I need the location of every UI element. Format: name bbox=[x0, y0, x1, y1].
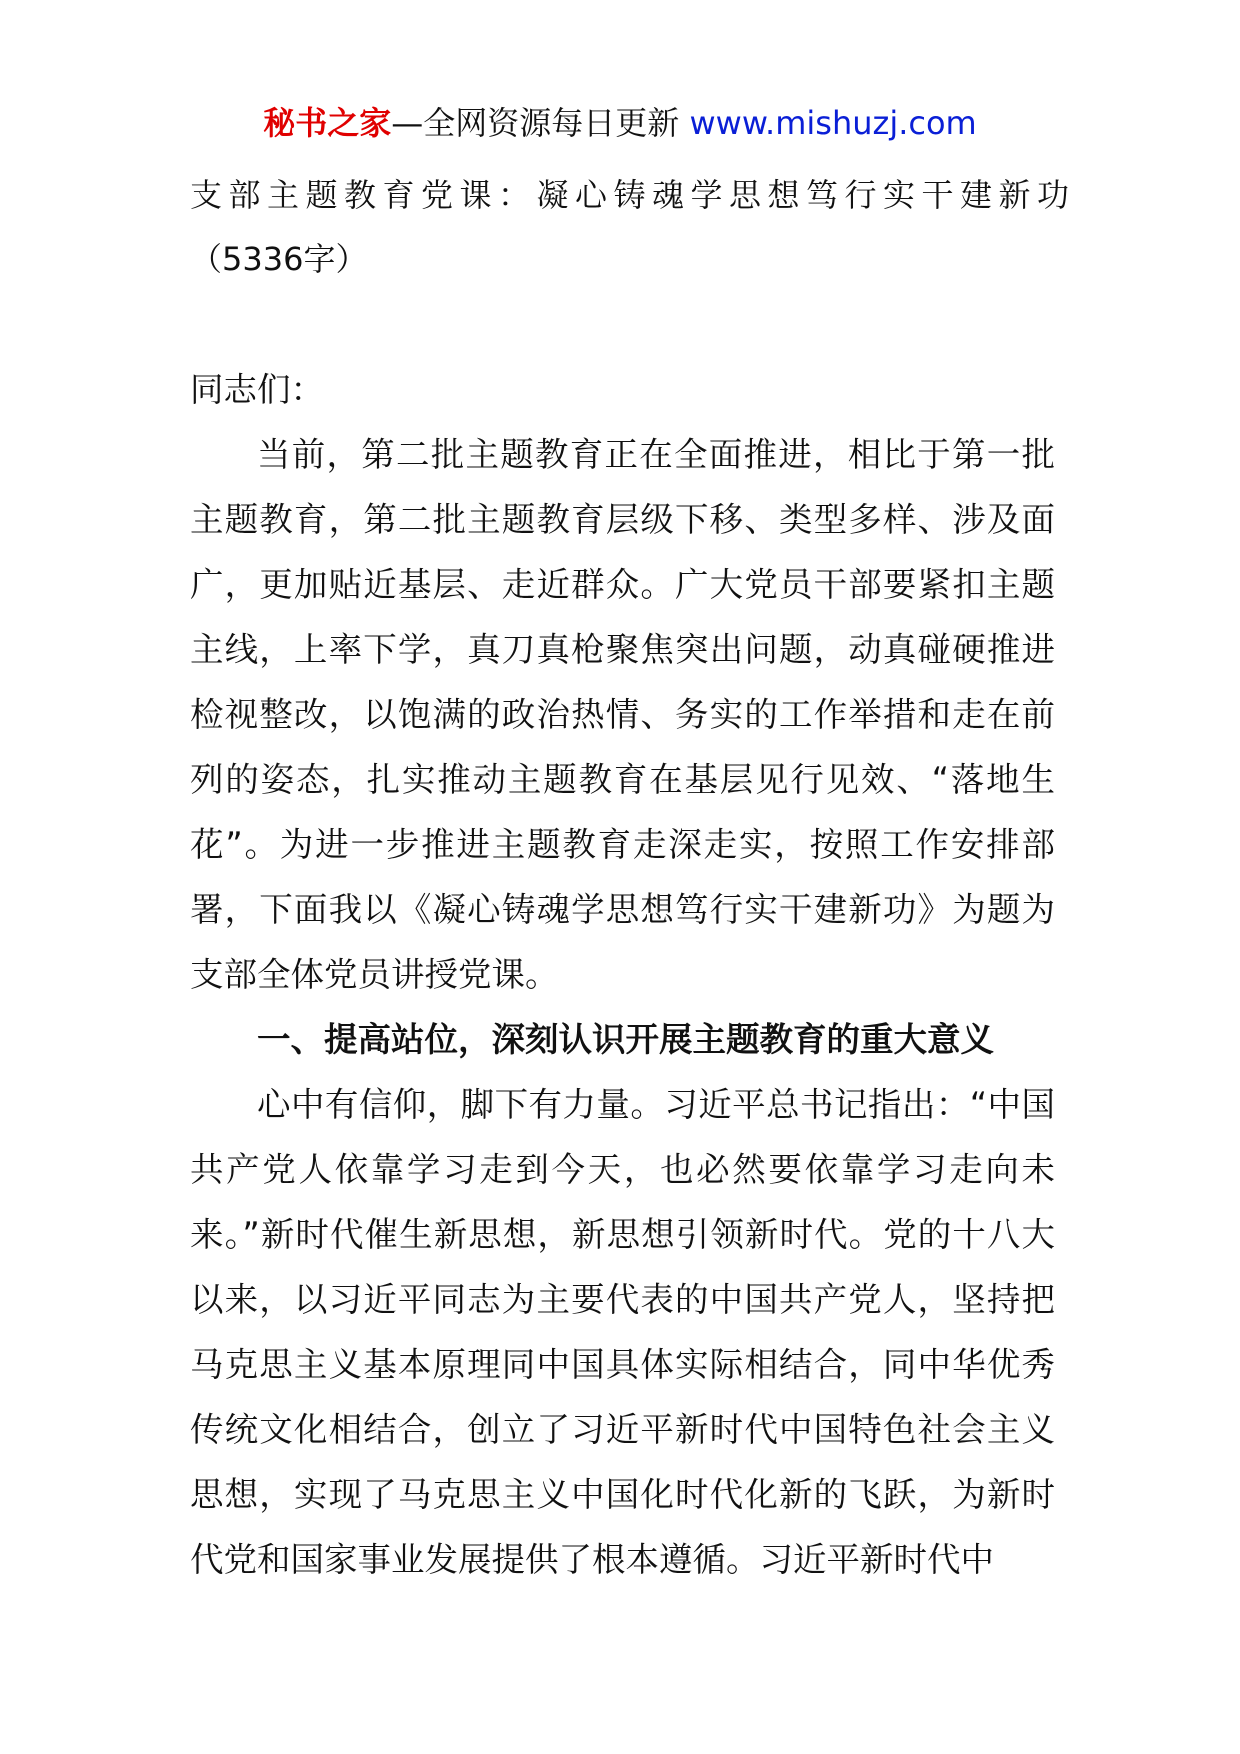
header-slogan: —全网资源每日更新 bbox=[391, 104, 690, 142]
paragraph: 当前，第二批主题教育正在全面推进，相比于第一批主题教育，第二批主题教育层级下移、类型多样、涉及面广，更加贴近基层、走近群众。广大党员干部要紧扣主题主线，上率下学，真刀真枪聚焦突出问题，动真碰硬推进检视整改，以饱满的政治热情、务实的工作举措和走在前列的姿态，扎实推动主题教育在基层见行见效、“落地生花”。为进一步推进主题教育走深走实，按照工作安排部署，下面我以《凝心铸魂学思想笃行实干建新功》为题为支部全体党员讲授党课。 bbox=[190, 435, 1055, 994]
document-body bbox=[190, 357, 1055, 1592]
document-title: 支部主题教育党课：凝心铸魂学思想笃行实干建新功 bbox=[190, 176, 1076, 214]
site-url[interactable]: www.mishuzj.com bbox=[689, 104, 977, 142]
site-header bbox=[0, 98, 1240, 148]
section-heading: 一、提高站位，深刻认识开展主题教育的重大意义 bbox=[257, 1020, 994, 1059]
salutation: 同志们： bbox=[190, 370, 324, 409]
word-count: （5336字） bbox=[190, 240, 368, 278]
paragraph: 心中有信仰，脚下有力量。习近平总书记指出：“中国共产党人依靠学习走到今天，也必然要依靠学习走向未来。”新时代催生新思想，新思想引领新时代。党的十八大以来，以习近平同志为主要代表的中国共产党人，坚持把马克思主义基本原理同中国具体实际相结合，同中华优秀传统文化相结合，创立了习近平新时代中国特色社会主义思想，实现了马克思主义中国化时代化新的飞跃，为新时代党和国家事业发展提供了根本遵循。习近平新时代中 bbox=[190, 1085, 1055, 1579]
brand-name: 秘书之家 bbox=[263, 104, 392, 142]
